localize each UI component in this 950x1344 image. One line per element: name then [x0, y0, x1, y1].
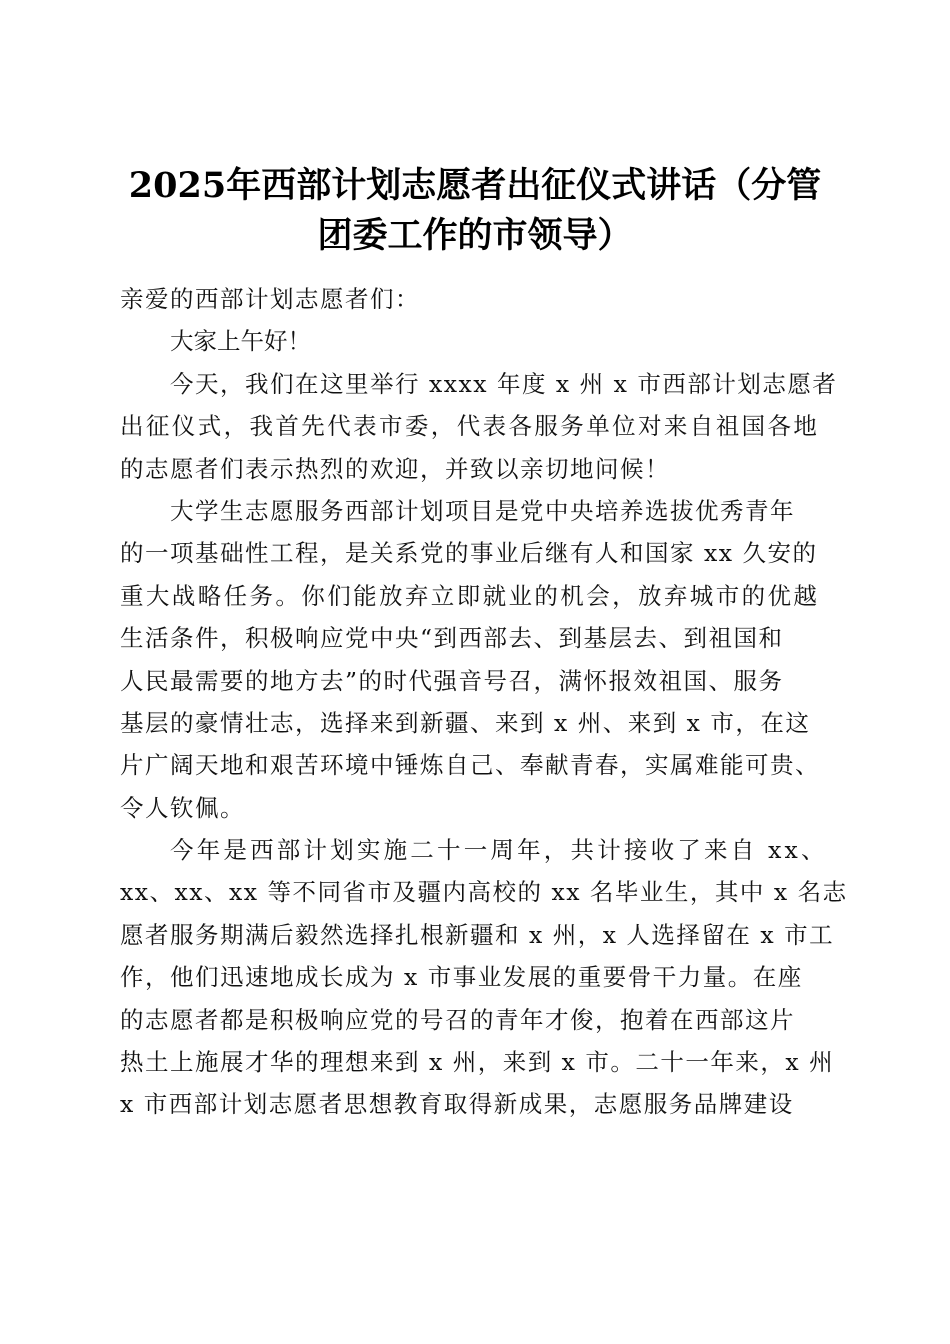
paragraph-line: 的志愿者们表示热烈的欢迎，并致以亲切地问候！ [120, 454, 670, 483]
paragraph-line: 令人钦佩。 [120, 793, 245, 822]
salutation: 亲爱的西部计划志愿者们： [120, 285, 420, 313]
document-title [100, 161, 850, 261]
document-body [120, 278, 848, 1126]
paragraph-line: 重大战略任务。你们能放弃立即就业的机会，放弃城市的优越 [120, 581, 820, 610]
paragraph-line: x 市西部计划志愿者思想教育取得新成果，志愿服务品牌建设 [120, 1090, 794, 1119]
paragraph-opening [120, 363, 838, 490]
paragraph-line: 愿者服务期满后毅然选择扎根新疆和 x 州，x 人选择留在 x 市工 [120, 920, 835, 949]
paragraph-line: 基层的豪情壮志，选择来到新疆、来到 x 州、来到 x 市，在这 [120, 708, 811, 737]
title-line-1: 2025年西部计划志愿者出征仪式讲话（分管 [128, 165, 822, 207]
paragraph-line: 生活条件，积极响应党中央“到西部去、到基层去、到祖国和 [120, 624, 784, 653]
paragraph-western-plan [120, 490, 832, 829]
paragraph-line: 今天，我们在这里举行 xxxx 年度 x 州 x 市西部计划志愿者 [170, 369, 838, 398]
greeting: 大家上午好！ [170, 327, 311, 356]
title-line-2: 团委工作的市领导） [317, 215, 633, 257]
paragraph-line: 片广阔天地和艰苦环境中锤炼自己、奉献青春，实属难能可贵、 [120, 751, 820, 780]
paragraph-line: 的一项基础性工程，是关系党的事业后继有人和国家 xx 久安的 [120, 539, 818, 568]
paragraph-line: 的志愿者都是积极响应党的号召的青年才俊，抱着在西部这片 [120, 1005, 795, 1034]
paragraph-line: xx、xx、xx 等不同省市及疆内高校的 xx 名毕业生，其中 x 名志 [120, 878, 848, 907]
paragraph-line: 作，他们迅速地成长成为 x 市事业发展的重要骨干力量。在座 [120, 963, 803, 992]
paragraph-line: 人民最需要的地方去”的时代强音号召，满怀报效祖国、服务 [120, 666, 784, 695]
paragraph-line: 热土上施展才华的理想来到 x 州，来到 x 市。二十一年来，x 州 [120, 1048, 835, 1077]
paragraph-line: 出征仪式，我首先代表市委，代表各服务单位对来自祖国各地 [120, 412, 820, 441]
paragraph-anniversary [120, 829, 848, 1126]
paragraph-line: 大学生志愿服务西部计划项目是党中央培养选拔优秀青年 [170, 496, 795, 525]
paragraph-line: 今年是西部计划实施二十一周年，共计接收了来自 xx、 [170, 836, 828, 865]
